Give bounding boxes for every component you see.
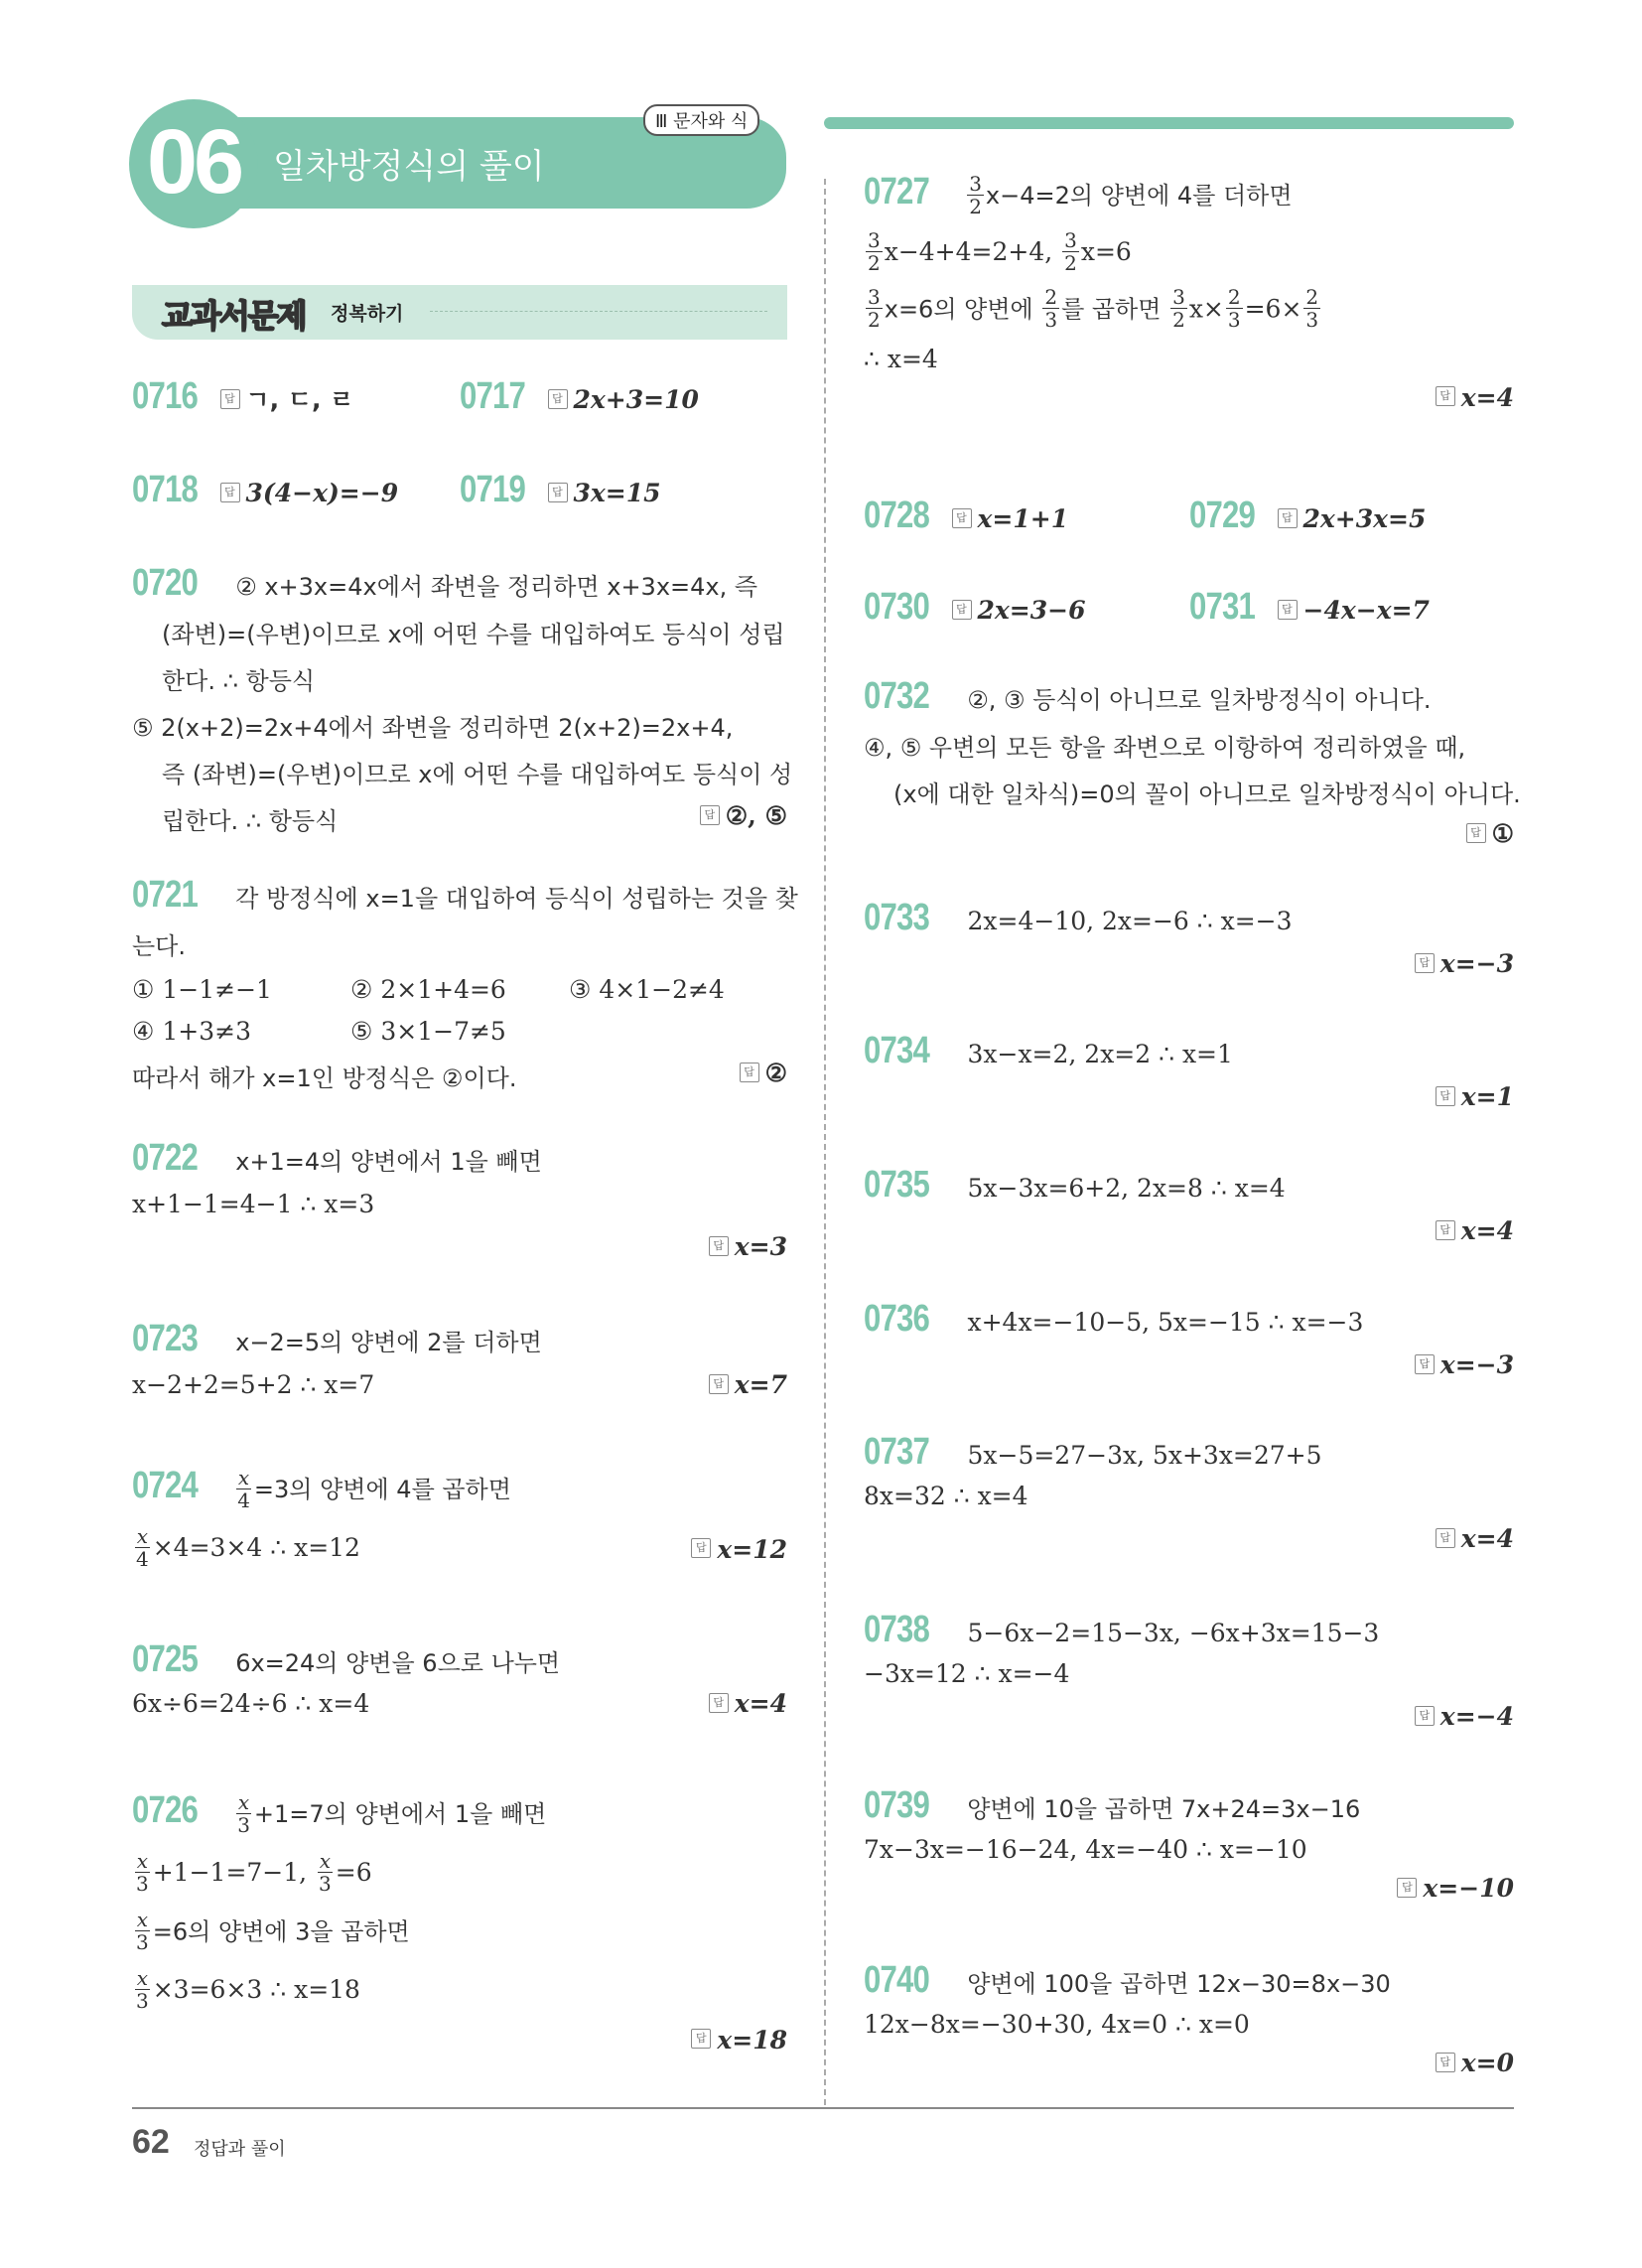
- problem-0736: [864, 1298, 1514, 1379]
- problem-0728: [864, 495, 1068, 537]
- answer: x=4: [1460, 382, 1514, 412]
- fraction-numerator: 3: [1064, 227, 1077, 252]
- problem-0717: [460, 375, 699, 418]
- solution-line: ×3=6×3 ∴ x=18: [152, 1974, 360, 2004]
- problem-number: 0721: [132, 874, 199, 916]
- solution-line: ⑤ 2(x+2)=2x+4에서 좌변을 정리하면 2(x+2)=2x+4,: [132, 714, 734, 742]
- column-divider: [824, 179, 826, 2105]
- section-badge: Ⅲ 문자와 식: [643, 104, 759, 136]
- solution-line: (x에 대한 일차식)=0의 꼴이 아니므로 일차방정식이 아니다.: [893, 780, 1521, 808]
- answer-tag: 답: [709, 1693, 729, 1713]
- choice: ⑤ 3×1−7≠5: [350, 1017, 506, 1046]
- solution-line: 8x=32 ∴ x=4: [864, 1482, 1028, 1510]
- fraction-denominator: 2: [868, 307, 881, 332]
- problem-number: 0724: [132, 1465, 199, 1506]
- problem-number: 0717: [460, 375, 526, 417]
- banner-main: 교과서문제: [162, 297, 306, 335]
- solution-line: x−4+4=2+4,: [884, 236, 1053, 266]
- answer-tag: 답: [548, 483, 568, 502]
- solution-line: x−2+2=5+2 ∴ x=7: [132, 1370, 375, 1399]
- choice: ② 2×1+4=6: [350, 975, 506, 1004]
- banner-sub: 정복하기: [331, 303, 404, 325]
- solution-line: 는다.: [132, 932, 186, 960]
- problem-0727: [864, 171, 1514, 412]
- solution-line: 6x÷6=24÷6 ∴ x=4: [132, 1689, 370, 1718]
- solution-line: 한다. ∴ 항등식: [162, 667, 316, 695]
- problem-number: 0719: [460, 469, 526, 510]
- problem-number: 0736: [864, 1298, 930, 1340]
- answer-tag: 답: [1415, 953, 1435, 973]
- solution-line: 립한다. ∴ 항등식: [162, 807, 339, 835]
- answer: 2x=3−6: [977, 596, 1086, 625]
- section-banner: [132, 285, 787, 340]
- solution-line: +1=7의 양변에서 1을 빼면: [253, 1800, 547, 1828]
- problem-0732: [864, 675, 1521, 848]
- problem-number: 0720: [132, 562, 199, 604]
- fraction-numerator: 2: [1227, 284, 1241, 309]
- fraction-numerator: x: [319, 1848, 332, 1873]
- solution-line: 7x−3x=−16−24, 4x=−40 ∴ x=−10: [864, 1835, 1307, 1864]
- answer-tag: 답: [1415, 1354, 1435, 1374]
- answer: 3(4−x)=−9: [245, 479, 399, 507]
- fraction-numerator: x: [136, 1523, 148, 1548]
- problem-0737: [864, 1431, 1514, 1553]
- answer: 2x+3=10: [573, 385, 699, 414]
- answer: −4x−x=7: [1302, 596, 1430, 625]
- answer: ㄱ, ㄷ, ㄹ: [245, 385, 354, 414]
- solution-line: ② x+3x=4x에서 좌변을 정리하면 x+3x=4x, 즉: [235, 573, 758, 601]
- answer-tag: 답: [1436, 1086, 1455, 1106]
- answer: x=4: [734, 1689, 787, 1718]
- fraction-numerator: x: [136, 1848, 148, 1873]
- answer: x=12: [717, 1534, 787, 1564]
- answer: x=18: [717, 2025, 787, 2055]
- problem-number: 0735: [864, 1164, 930, 1205]
- solution-line: x+4x=−10−5, 5x=−15 ∴ x=−3: [967, 1308, 1364, 1337]
- problem-number: 0716: [132, 375, 199, 417]
- fraction-numerator: 3: [969, 171, 982, 196]
- solution-line: ②, ③ 등식이 아니므로 일차방정식이 아니다.: [967, 686, 1432, 714]
- solution-line: x=6: [1080, 236, 1132, 266]
- choice: ① 1−1≠−1: [132, 975, 272, 1004]
- solution-line: 양변에 10을 곱하면 7x+24=3x−16: [967, 1795, 1361, 1823]
- problem-0729: [1189, 495, 1426, 537]
- answer-tag: 답: [1466, 823, 1486, 843]
- problem-0721: [132, 874, 798, 1093]
- solution-line: (좌변)=(우변)이므로 x에 어떤 수를 대입하여도 등식이 성립: [162, 621, 785, 648]
- fraction-numerator: x: [237, 1465, 250, 1489]
- problem-0733: [864, 897, 1514, 978]
- answer-tag: 답: [952, 508, 972, 528]
- footer-label: 정답과 풀이: [194, 2139, 286, 2160]
- solution-line: x−2=5의 양변에 2를 더하면: [235, 1329, 542, 1356]
- solution-line: 따라서 해가 x=1인 방정식은 ②이다.: [132, 1064, 517, 1092]
- solution-line: 3x−x=2, 2x=2 ∴ x=1: [967, 1040, 1233, 1068]
- solution-line: −3x=12 ∴ x=−4: [864, 1659, 1070, 1688]
- solution-line: 12x−8x=−30+30, 4x=0 ∴ x=0: [864, 2010, 1250, 2039]
- solution-line: x=6의 양변에: [884, 295, 1033, 323]
- solution-line: 5−6x−2=15−3x, −6x+3x=15−3: [967, 1619, 1380, 1647]
- problem-number: 0731: [1189, 586, 1256, 628]
- problem-number: 0723: [132, 1318, 199, 1359]
- solution-line: x×: [1188, 294, 1224, 323]
- problem-0723: [132, 1318, 787, 1399]
- answer-tag: 답: [1436, 2053, 1455, 2072]
- problem-number: 0729: [1189, 495, 1256, 536]
- problem-number: 0726: [132, 1789, 199, 1831]
- answer: ②, ⑤: [725, 801, 787, 830]
- answer-tag: 답: [1436, 1220, 1455, 1240]
- answer: 3x=15: [573, 479, 661, 507]
- problem-0739: [864, 1784, 1514, 1903]
- solution-line: 를 곱하면: [1061, 295, 1162, 323]
- fraction-denominator: 3: [136, 1929, 149, 1954]
- solution-line: 5x−5=27−3x, 5x+3x=27+5: [967, 1441, 1322, 1470]
- chapter-title: 일차방정식의 풀이: [273, 147, 545, 187]
- fraction-denominator: 2: [969, 194, 982, 218]
- choice: ③ 4×1−2≠4: [569, 975, 725, 1004]
- fraction-denominator: 3: [1227, 307, 1241, 332]
- fraction-numerator: 2: [1305, 284, 1319, 309]
- fraction-denominator: 3: [237, 1812, 250, 1837]
- answer-tag: 답: [220, 483, 240, 502]
- solution-line: x−4=2의 양변에 4를 더하면: [985, 182, 1293, 210]
- problem-0738: [864, 1609, 1514, 1731]
- solution-line: ×4=3×4 ∴ x=12: [152, 1532, 360, 1562]
- solution-line: ∴ x=4: [864, 344, 938, 373]
- answer-tag: 답: [709, 1236, 729, 1256]
- solution-line: 즉 (좌변)=(우변)이므로 x에 어떤 수를 대입하여도 등식이 성: [162, 761, 793, 788]
- fraction-denominator: 2: [868, 250, 881, 275]
- page-number: 62: [132, 2123, 170, 2161]
- fraction-numerator: x: [237, 1789, 250, 1814]
- fraction-denominator: 3: [136, 1871, 149, 1896]
- answer: x=0: [1460, 2049, 1514, 2077]
- fraction-numerator: 3: [868, 227, 881, 252]
- answer: x=1: [1460, 1082, 1514, 1111]
- solution-line: x+1−1=4−1 ∴ x=3: [132, 1190, 375, 1218]
- answer: x=7: [734, 1370, 787, 1399]
- fraction-numerator: 3: [868, 284, 881, 309]
- answer-tag: 답: [1278, 508, 1298, 528]
- solution-line: 2x=4−10, 2x=−6 ∴ x=−3: [967, 907, 1293, 935]
- solution-line: =3의 양변에 4를 곱하면: [253, 1476, 511, 1503]
- problem-0716: [132, 375, 353, 418]
- solution-line: =6의 양변에 3을 곱하면: [152, 1917, 410, 1945]
- banner-dashline: [430, 311, 767, 312]
- solution-line: 6x=24의 양변을 6으로 나누면: [235, 1649, 561, 1677]
- fraction-denominator: 3: [1044, 307, 1058, 332]
- solution-line: 각 방정식에 x=1을 대입하여 등식이 성립하는 것을 찾: [235, 885, 798, 913]
- problem-number: 0732: [864, 675, 930, 717]
- solution-line: 5x−3x=6+2, 2x=8 ∴ x=4: [967, 1174, 1286, 1203]
- solution-line: =6: [335, 1857, 372, 1887]
- problem-number: 0737: [864, 1431, 930, 1473]
- answer: ①: [1491, 819, 1514, 848]
- answer-tag: 답: [740, 1063, 759, 1082]
- problem-0722: [132, 1137, 787, 1261]
- fraction-denominator: 3: [319, 1871, 332, 1896]
- problem-0726: [132, 1789, 787, 2055]
- problem-number: 0722: [132, 1137, 199, 1179]
- footer-rule: [132, 2107, 1514, 2109]
- fraction-numerator: x: [136, 1965, 148, 1990]
- answer: 2x+3x=5: [1302, 504, 1427, 533]
- answer-tag: 답: [220, 389, 240, 409]
- problem-0734: [864, 1030, 1514, 1111]
- answer: x=−4: [1439, 1702, 1514, 1731]
- problem-0719: [460, 469, 661, 511]
- problem-0724: [132, 1465, 787, 1572]
- solution-line: =6×: [1244, 294, 1302, 323]
- answer: x=−10: [1423, 1874, 1514, 1903]
- answer: x=3: [734, 1232, 787, 1261]
- answer-tag: 답: [1436, 386, 1455, 406]
- fraction-denominator: 4: [237, 1488, 250, 1512]
- fraction-denominator: 2: [1064, 250, 1077, 275]
- problem-0735: [864, 1164, 1514, 1245]
- problem-number: 0730: [864, 586, 930, 628]
- answer-tag: 답: [709, 1374, 729, 1394]
- problem-number: 0733: [864, 897, 930, 938]
- solution-line: +1−1=7−1,: [152, 1857, 308, 1887]
- problem-number: 0727: [864, 171, 930, 213]
- solution-line: ④, ⑤ 우변의 모든 항을 좌변으로 이항하여 정리하였을 때,: [864, 734, 1466, 762]
- problem-number: 0725: [132, 1638, 199, 1680]
- answer-tag: 답: [1415, 1706, 1435, 1726]
- problem-number: 0739: [864, 1784, 930, 1826]
- answer-tag: 답: [691, 2029, 711, 2049]
- answer: x=4: [1460, 1216, 1514, 1245]
- choice: ④ 1+3≠3: [132, 1017, 251, 1046]
- top-right-rule: [824, 117, 1514, 129]
- answer-tag: 답: [952, 600, 972, 620]
- fraction-numerator: 2: [1044, 284, 1058, 309]
- problem-number: 0740: [864, 1959, 930, 2001]
- answer: x=1+1: [977, 504, 1069, 533]
- answer-tag: 답: [1278, 600, 1298, 620]
- answer-tag: 답: [691, 1538, 711, 1558]
- answer-tag: 답: [548, 389, 568, 409]
- answer: x=4: [1460, 1524, 1514, 1553]
- answer: x=−3: [1439, 1350, 1514, 1379]
- problem-number: 0718: [132, 469, 199, 510]
- fraction-numerator: x: [136, 1907, 148, 1931]
- answer: ②: [764, 1059, 787, 1087]
- fraction-denominator: 3: [136, 1988, 149, 2013]
- solution-line: x+1=4의 양변에서 1을 빼면: [235, 1148, 542, 1176]
- problem-0720: [132, 562, 793, 836]
- answer-tag: 답: [1436, 1528, 1455, 1548]
- fraction-numerator: 3: [1172, 284, 1185, 309]
- answer-tag: 답: [700, 805, 720, 825]
- answer-tag: 답: [1397, 1878, 1417, 1898]
- fraction-denominator: 2: [1172, 307, 1185, 332]
- fraction-denominator: 4: [136, 1546, 149, 1571]
- problem-0740: [864, 1959, 1514, 2077]
- fraction-denominator: 3: [1305, 307, 1319, 332]
- problem-number: 0738: [864, 1609, 930, 1650]
- problem-0725: [132, 1638, 787, 1718]
- problem-number: 0728: [864, 495, 930, 536]
- problem-0731: [1189, 586, 1430, 629]
- solution-line: 양변에 100을 곱하면 12x−30=8x−30: [967, 1970, 1391, 1998]
- problem-number: 0734: [864, 1030, 930, 1071]
- answer: x=−3: [1439, 949, 1514, 978]
- chapter-number: 06: [146, 111, 241, 213]
- problem-0730: [864, 586, 1085, 629]
- problem-0718: [132, 469, 398, 511]
